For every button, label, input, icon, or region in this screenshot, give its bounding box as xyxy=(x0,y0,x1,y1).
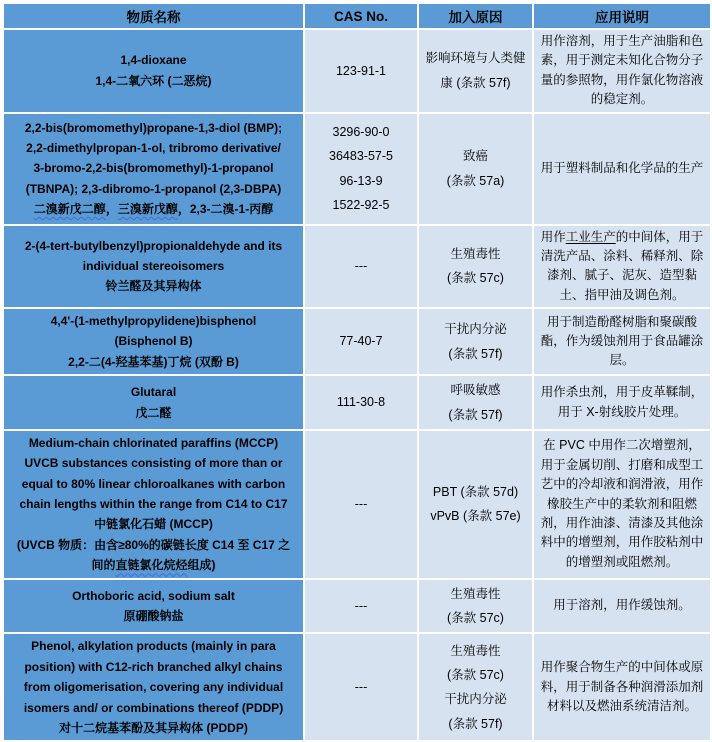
text-span: (Bisphenol B) xyxy=(114,334,193,349)
text-span: isomers and/ or combinations thereof (PDDP) xyxy=(23,700,284,715)
application-cell xyxy=(533,225,711,309)
text-span: 铃兰醛及其异构体 xyxy=(105,279,202,294)
substance-name-line xyxy=(8,433,299,453)
text-span: 用于塑料制品和化学品的生产 xyxy=(540,160,704,175)
text-span: Phenol, alkylation products (mainly in para xyxy=(31,639,276,654)
text-span: 在 PVC 中用作二次增塑剂，用于金属切削、打磨和成型工艺中的冷却液和润滑液，用作橡胶生产中的柔软剂和阻燃剂，用作油漆、清漆及其他涂料中的增塑剂，用作胶粘剂中的增塑剂或阻燃剂。 xyxy=(540,438,704,569)
text-span: 戊二醛 xyxy=(135,405,172,420)
cas-number-cell xyxy=(304,29,418,113)
table-row xyxy=(3,113,711,225)
inclusion-reason-cell xyxy=(418,29,533,113)
substance-name-line xyxy=(8,636,299,656)
table-row xyxy=(3,430,711,579)
substance-name-cell xyxy=(3,29,304,113)
substance-name-line xyxy=(8,276,299,296)
substance-name-line xyxy=(8,606,299,626)
cas-number-cell xyxy=(304,633,418,741)
substance-name-cell xyxy=(3,308,304,375)
substance-name-line xyxy=(8,71,299,91)
table-row xyxy=(3,375,711,430)
substance-name-line xyxy=(8,256,299,276)
cas-number: --- xyxy=(354,680,368,695)
reason-line: 干扰内分泌 xyxy=(444,322,507,337)
text-span: 2,2-dimethylpropan-1-ol, tribromo derivative/ xyxy=(26,140,281,155)
substance-name-line xyxy=(8,311,299,331)
application-text xyxy=(538,596,706,615)
cas-number: --- xyxy=(354,259,368,274)
cas-number-cell xyxy=(304,430,418,579)
substance-name-cell xyxy=(3,225,304,309)
text-span: 用于溶剂，用作缓蚀剂。 xyxy=(553,598,691,613)
text-span: 1,4-dioxane xyxy=(120,53,187,68)
substance-name-line xyxy=(8,677,299,697)
substance-name-line xyxy=(8,158,299,178)
reason-line: (条款 57f) xyxy=(448,407,503,422)
text-span: 用作聚合物生产的中间体或原料，用于制备各种润滑添加剂材料以及燃油系统清洁剂。 xyxy=(540,660,704,714)
reason-line: 致癌 xyxy=(462,149,488,164)
column-header-substance-name: 物质名称 xyxy=(3,3,304,29)
text-span: 组成) xyxy=(187,558,216,573)
cas-number-cell xyxy=(304,113,418,225)
reason-line: (条款 57c) xyxy=(447,271,504,286)
column-header-application: 应用说明 xyxy=(533,3,711,29)
substance-name-line xyxy=(8,718,299,738)
cas-number: 1522-92-5 xyxy=(332,197,390,212)
text-span: 用于制造酚醛树脂和聚碳酸酯，作为缓蚀剂用于食品罐涂层。 xyxy=(540,314,704,368)
substance-name-line xyxy=(8,555,299,575)
reason-line: 干扰内分泌 xyxy=(444,692,507,707)
substance-name-line xyxy=(8,514,299,534)
inclusion-reason-cell xyxy=(418,579,533,634)
reason-line: (条款 57f) xyxy=(448,346,503,361)
application-text xyxy=(538,32,706,110)
application-cell xyxy=(533,308,711,375)
table-body xyxy=(3,29,711,741)
text-span: 用作 xyxy=(540,229,566,244)
text-span: ， xyxy=(105,202,118,217)
application-text xyxy=(538,228,706,306)
application-cell xyxy=(533,430,711,579)
spellcheck-underlined-text: 直链氯化烷烃 xyxy=(115,558,188,573)
substance-name-line xyxy=(8,50,299,70)
inclusion-reason-cell xyxy=(418,430,533,579)
cas-number-cell xyxy=(304,308,418,375)
text-span: 的中间体，用于清洗产品、涂料、稀释剂、除漆剂、腻子、泥灰、造型黏土、指甲油及调色剂。 xyxy=(540,229,704,302)
table-row xyxy=(3,579,711,634)
text-span: individual stereoisomers xyxy=(82,259,225,274)
application-text xyxy=(538,436,706,572)
application-text xyxy=(538,383,706,422)
text-span: 1,4-二氧六环 (二恶烷) xyxy=(95,73,212,88)
inclusion-reason-cell xyxy=(418,113,533,225)
substance-name-line xyxy=(8,199,299,219)
text-span: 原硼酸钠盐 xyxy=(123,609,184,624)
cas-number-cell xyxy=(304,579,418,634)
substance-name-line xyxy=(8,494,299,514)
reason-line: (条款 57c) xyxy=(447,668,504,682)
substance-name-line xyxy=(8,179,299,199)
substance-name-line xyxy=(8,403,299,423)
application-cell xyxy=(533,579,711,634)
text-span: from oligomerisation, covering any individual xyxy=(23,680,284,695)
reason-line: 生殖毒性 xyxy=(450,643,501,658)
application-text xyxy=(538,313,706,371)
text-span: (UVCB 物质：由含≥80%的碳链长度 C14 至 C17 之 xyxy=(16,537,291,552)
table-row xyxy=(3,308,711,375)
spellcheck-underlined-text: 三溴新戊醇 xyxy=(117,202,178,217)
text-span: 对十二烷基苯酚及其异构体 (PDDP) xyxy=(59,720,248,735)
substance-name-cell xyxy=(3,579,304,634)
text-span: 间的 xyxy=(91,558,116,573)
reason-line: (条款 57f) xyxy=(448,716,503,731)
cas-number: 123-91-1 xyxy=(335,63,387,78)
cas-number: 96-13-9 xyxy=(339,173,383,188)
text-span: Orthoboric acid, sodium salt xyxy=(72,588,235,603)
text-span: 4,4'-(1-methylpropylidene)bisphenol xyxy=(50,314,257,328)
text-span: 用作杀虫剂，用于皮革鞣制，用于 X-射线胶片处理。 xyxy=(540,385,704,419)
table-row xyxy=(3,225,711,309)
substance-name-line xyxy=(8,118,299,138)
substance-name-line xyxy=(8,236,299,256)
substance-name-cell xyxy=(3,430,304,579)
text-span: Medium-chain chlorinated paraffins (MCCP) xyxy=(28,435,279,450)
text-span: 2,2-二(4-羟基苯基)丁烷 (双酚 B) xyxy=(68,354,239,369)
inclusion-reason-cell xyxy=(418,308,533,375)
application-cell xyxy=(533,29,711,113)
text-span: Glutaral xyxy=(130,385,177,400)
substances-table xyxy=(2,2,712,742)
substance-name-cell xyxy=(3,633,304,741)
text-span: 2-(4-tert-butylbenzyl)propionaldehyde and its xyxy=(24,238,283,253)
inclusion-reason-cell xyxy=(418,633,533,741)
column-header-cas-no: CAS No. xyxy=(304,3,418,29)
reason-line: 影响环境与人类健康 (条款 57f) xyxy=(425,51,526,90)
reason-line: (条款 57c) xyxy=(447,611,504,626)
cas-number: 77-40-7 xyxy=(339,334,383,349)
application-cell xyxy=(533,375,711,430)
reason-line: (条款 57a) xyxy=(446,173,505,188)
cas-number: --- xyxy=(354,497,368,512)
text-span: equal to 80% linear chloroalkanes with carbon xyxy=(21,476,286,491)
reason-line: 生殖毒性 xyxy=(450,586,501,601)
text-span: (TBNPA); 2,3-dibromo-1-propanol (2,3-DBPA) xyxy=(25,181,282,196)
substance-name-line xyxy=(8,352,299,372)
cas-number-cell xyxy=(304,225,418,309)
cas-number-cell xyxy=(304,375,418,430)
spellcheck-underlined-text: 二溴新戊二醇 xyxy=(33,202,106,217)
underlined-text: 工业生产 xyxy=(565,229,616,244)
cas-number: 3296-90-0 xyxy=(332,124,390,139)
reason-line: vPvB (条款 57e) xyxy=(430,509,521,524)
substance-name-line xyxy=(8,138,299,158)
application-cell xyxy=(533,113,711,225)
cas-number: --- xyxy=(354,598,368,613)
substance-name-line xyxy=(8,586,299,606)
text-span: 2,2-bis(bromomethyl)propane-1,3-diol (BMP); xyxy=(24,120,283,135)
substance-name-cell xyxy=(3,375,304,430)
substance-name-line xyxy=(8,698,299,718)
text-span: 中链氯化石蜡 (MCCP) xyxy=(94,517,213,532)
text-span: chain lengths within the range from C14 to C17 xyxy=(19,497,288,512)
substance-name-line xyxy=(8,657,299,677)
application-text xyxy=(538,159,706,178)
inclusion-reason-cell xyxy=(418,225,533,309)
substance-name-cell xyxy=(3,113,304,225)
text-span: position) with C12-rich branched alkyl chains xyxy=(24,659,283,674)
substance-name-line xyxy=(8,331,299,351)
text-span: 用作溶剂，用于生产油脂和色素，用于测定未知化合物分子量的参照物，用作氯化物溶液的稳定剂。 xyxy=(540,34,704,107)
inclusion-reason-cell xyxy=(418,375,533,430)
substance-name-line xyxy=(8,535,299,555)
header-row xyxy=(3,3,711,29)
text-span: ，2,3-二溴-1-丙醇 xyxy=(177,202,274,217)
table-row xyxy=(3,633,711,741)
reason-line: PBT (条款 57d) xyxy=(432,484,519,499)
text-span: 3-bromo-2,2-bis(bromomethyl)-1-propanol xyxy=(33,161,274,176)
substance-name-line xyxy=(8,382,299,402)
application-text xyxy=(538,658,706,716)
table-row xyxy=(3,29,711,113)
substance-name-line xyxy=(8,474,299,494)
reason-line: 生殖毒性 xyxy=(450,246,501,261)
application-cell xyxy=(533,633,711,741)
reason-line: 呼吸敏感 xyxy=(450,383,501,398)
cas-number: 111-30-8 xyxy=(336,395,386,410)
cas-number: 36483-57-5 xyxy=(329,149,393,164)
column-header-inclusion-reason: 加入原因 xyxy=(418,3,533,29)
text-span: UVCB substances consisting of more than or xyxy=(24,456,283,471)
substance-name-line xyxy=(8,453,299,473)
